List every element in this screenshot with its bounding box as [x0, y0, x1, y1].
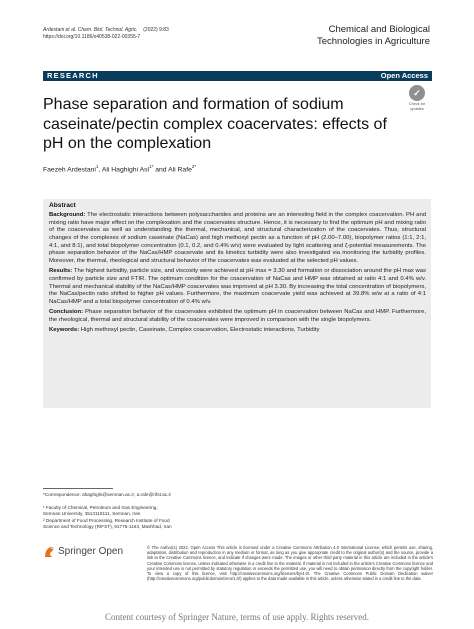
crossmark-line2: updates — [410, 106, 424, 111]
abstract-box — [43, 199, 431, 408]
conclusion-label: Conclusion: — [49, 309, 84, 316]
abstract-keywords — [49, 327, 426, 335]
background-label: Background: — [49, 212, 86, 218]
citation-header — [43, 27, 169, 41]
conclusion-text: Phase separation behavior of the coacervates exhibited the optimum pH in coacervation between NaCas and HMP. Furthermore, the rheological, thermal and structural stability of the coacervates were improved in comparison with the single biopolymers. — [49, 309, 427, 323]
results-text: The highest turbidity, particle size, and viscosity were achieved at pH max = 3.30 and formation or dissociation around the pH max was confirmed by particle size and FTIR. The optimum condition for the coacervation of NaCas and HMP was obtained at ratio 4:1 and 0.4% w/v. Thermal and mechanical stability of the NaCas/HMP coacervates was improved at pH 3.30. By increasing the total concentration of biopolymers, the NaCas/pectin ratio shifted to higher pH values. Furthermore, the maximum coacervate yield was achieved at 39.8% w/w at a ratio of 4:1 NaCas/HMP and a total biopolymer concentration of 0.4% w/v. — [49, 268, 427, 305]
abstract-heading: Abstract — [49, 202, 76, 209]
article-title: Phase separation and formation of sodium caseinate/pectin complex coacervates: effects of pH on the complexation — [43, 96, 387, 152]
check-for-updates-badge[interactable] — [404, 85, 430, 111]
journal-name-line2: Technologies in Agriculture — [316, 36, 430, 47]
crossmark-line1: Check for — [408, 102, 426, 106]
abstract-background — [49, 212, 426, 266]
correspondence-note: *Correspondence: ahaghighi@semnan.ac.ir; a.rafe@rifst.ac.ir — [43, 492, 172, 497]
author-first: Faezeh Ardestani — [43, 166, 96, 174]
article-type-banner — [43, 71, 432, 81]
license-text: © The Author(s) 2022. Open Access This article is licensed under a Creative Commons Attribution 4.0 International License, which permits use, sharing, adaptation, distribution and reproduction in any medium or format, as long as you give appropriate credit to the original author(s) and the source, provide a link to the Creative Commons licence, and indicate if changes were made. The images or other third party material in this article are included in the article's Creative Commons licence, unless indicated otherwise in a credit line to the material. If material is not included in the article's Creative Commons licence and your intended use is not permitted by statutory regulation or exceeds the permitted use, you will need to obtain permission directly from the copyright holder. To view a copy of this licence, visit http://creativecommons.org/licenses/by/4.0/. The Creative Commons Public Domain Dedication waiver (http://creativecommons.org/publicdomain/zero/1.0/) applies to the data made available in this article, unless otherwise stated in a credit line to the data. — [147, 545, 433, 582]
affiliation-1: ¹ Faculty of Chemical, Petroleum and Gas Engineering, Semnan University, 3513119111, Semnan, Iran — [43, 505, 158, 516]
springer-open-logo — [43, 545, 138, 559]
abstract-conclusion — [49, 309, 426, 324]
affiliation-2: ² Department of Food Processing, Research Institute of Food Science and Technology (RIFST), 91775-1163, Mashhad, Iran — [43, 518, 172, 529]
article-type-label: RESEARCH — [47, 71, 99, 80]
publisher-name: Springer Open — [58, 546, 124, 557]
journal-name-line1: Chemical and Biological — [328, 24, 430, 35]
year-volume: (2022) 9:83 — [143, 27, 169, 33]
footnote-divider — [43, 488, 113, 489]
abstract-body — [49, 212, 426, 338]
open-access-label: Open Access — [380, 71, 428, 80]
background-text: The electrostatic interactions between polysaccharides and proteins are an interesting field in the complex coacervation. PH and mixing ratio have major effect on the complexation and the coacervates structure. Hence, it is necessary to find the optimum pH and mixing ratio of the coacervates as well as understanding the thermal, mechanical, and structural characterization of the coacervates. Thus, structural changes of the complexes of sodium caseinate (NaCas) and high methoxyl pectin as a function of pH (2.00–7.00), biopolymer ratios (1:1, 2:1, 4:1, and 8:1), and total biopolymer concentration (0.1, 0.2, and 0.4% w/v) were evaluated by light scattering and ζ-potential measurements. The phase separation behavior of the NaCas/HMP coacervate and its kinetics turbidity were also investigated via monitoring the turbidity profiles. Moreover, the thermal, rheological and structural behavior of the coacervates was evaluated at the selected pH values. — [49, 212, 426, 264]
abstract-results — [49, 268, 426, 306]
results-label: Results: — [49, 268, 73, 275]
journal-citation: Ardestani et al. Chem. Biol. Technol. Agric. — [43, 27, 138, 33]
crossmark-icon: ✓ — [409, 85, 425, 101]
journal-name — [280, 24, 430, 48]
author-list: Faezeh Ardestani$^1$, Ali Haghighi Asl$^{1*}$ and Ali Rafe$^{2*}$ — [43, 164, 197, 174]
courtesy-notice: Content courtesy of Springer Nature, terms of use apply. Rights reserved. — [104, 612, 370, 622]
keywords-label: Keywords: — [49, 327, 80, 334]
springer-horse-icon — [43, 545, 56, 559]
doi-link[interactable]: https://doi.org/10.1186/s40538-022-00355-7 — [43, 34, 141, 40]
keywords-text: High methoxyl pectin, Caseinate, Complex coacervation, Electrostatic interactions, Turbidity — [80, 327, 320, 334]
